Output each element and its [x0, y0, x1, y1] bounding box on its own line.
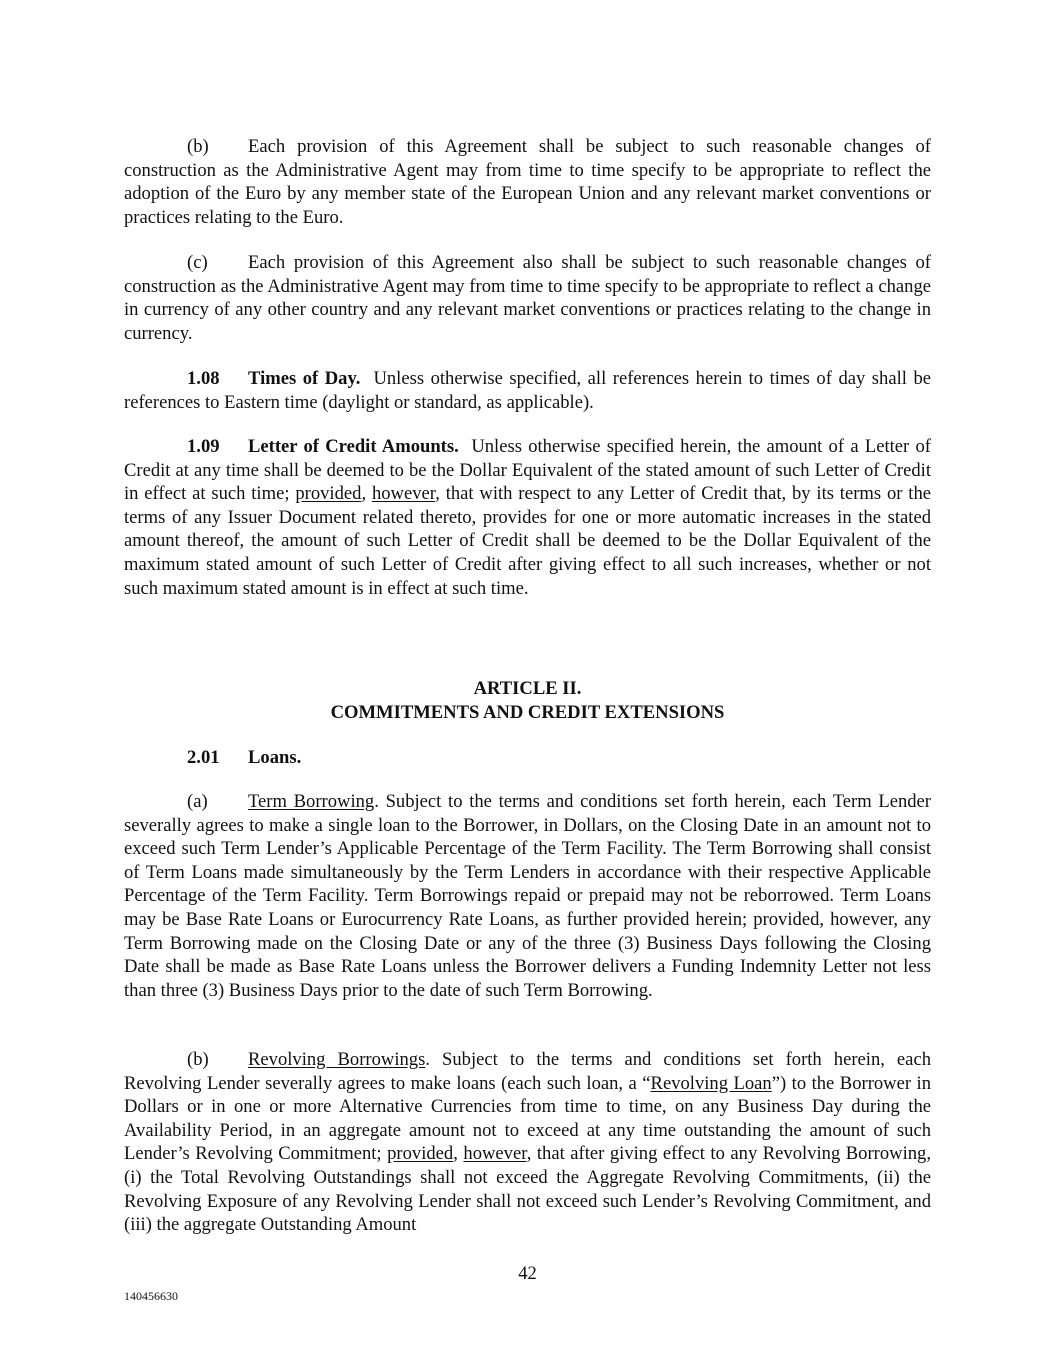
section-title: Times of Day. — [248, 368, 361, 389]
comma: , — [361, 483, 367, 505]
paragraph-1-07-b — [124, 135, 931, 229]
section-2-01-heading — [187, 746, 301, 770]
clause-text: Each provision of this Agreement also shall be subject to such reasonable changes of construction as the Administrative Agent may from time to time specify to be appropriate to reflect a change in currency of any other country and any relevant market conventions or practices relating to the change in currency. — [124, 252, 931, 344]
section-2-01-a — [124, 790, 931, 1002]
article-number: ARTICLE II. — [473, 678, 582, 699]
clause-text: . Subject to the terms and conditions set forth herein, each Revolving Lender severally agrees to make loans (each such loan, a “ — [124, 1049, 931, 1094]
clause-label: (b) — [187, 1049, 209, 1070]
clause-label: (b) — [187, 136, 209, 157]
provided-term: provided — [295, 483, 362, 505]
paragraph-1-07-c — [124, 251, 931, 345]
clause-label: (a) — [187, 791, 208, 812]
section-title: Letter of Credit Amounts. — [248, 436, 459, 457]
clause-text: . Subject to the terms and conditions set forth herein, each Term Lender severally agrees to make a single loan to the Borrower, in Dollars, on the Closing Date in an amount not to exceed such Term Lender’s Applicable Percentage of the Term Facility. The Term Borrowing shall consist of Term Loans made simultaneously by the Term Lenders in accordance with their respective Applicable Percentage of the Term Facility. Term Borrowings repaid or prepaid may not be reborrowed. Term Loans may be Base Rate Loans or Eurocurrency Rate Loans, as further provided herein; provided, however, any Term Borrowing made on the Closing Date or any of the three (3) Business Days following the Closing Date shall be made as Base Rate Loans unless the Borrower delivers a Funding Indemnity Letter not less than three (3) Business Days prior to the date of such Term Borrowing. — [124, 791, 931, 1001]
section-1-08 — [124, 367, 931, 414]
section-text: Unless otherwise specified herein, the amount of a Letter of Credit at any time shall be deemed to be the Dollar Equivalent of the stated amount of such Letter of Credit in effect at such time; — [124, 436, 931, 505]
provided-term: provided — [387, 1143, 454, 1165]
section-text: Unless otherwise specified, all references herein to times of day shall be references to Eastern time (daylight or standard, as applicable). — [124, 368, 931, 413]
section-number: 2.01 — [187, 747, 220, 768]
comma: , — [453, 1143, 458, 1165]
clause-text-3: , that after giving effect to any Revolving Borrowing, (i) the Total Revolving Outstandings shall not exceed the Aggregate Revolving Commitments, (ii) the Revolving Exposure of any Revolving Lender shall not exceed such Lender’s Revolving Commitment, and (iii) the aggregate Outstanding Amount — [124, 1143, 931, 1236]
defined-term-revolving-loan: Revolving Loan — [650, 1072, 772, 1094]
section-number: 1.09 — [187, 436, 220, 457]
clause-text: Each provision of this Agreement shall be subject to such reasonable changes of construction as the Administrative Agent may from time to time specify to be appropriate to reflect the adoption of the Euro by any member state of the European Union and any relevant market conventions or practices relating to the Euro. — [124, 136, 931, 228]
document-id: 140456630 — [124, 1289, 178, 1303]
article-title: COMMITMENTS AND CREDIT EXTENSIONS — [330, 702, 725, 723]
page-number: 42 — [518, 1263, 537, 1284]
section-text-cont: , that with respect to any Letter of Credit that, by its terms or the terms of any Issuer Document related thereto, provides for one or more automatic increases in the stated amount thereof, the amount of such Letter of Credit shall be deemed to be the Dollar Equivalent of the maximum stated amount of such Letter of Credit after giving effect to all such increases, whether or not such maximum stated amount is in effect at such time. — [124, 483, 931, 599]
section-1-09 — [124, 435, 931, 600]
however-term: however — [463, 1143, 527, 1165]
clause-label: (c) — [187, 252, 208, 273]
clause-text-2: ”) to the Borrower in Dollars or in one or more Alternative Currencies from time to time, on any Business Day during the Availability Period, in an aggregate amount not to exceed at any time outstanding the amount of such Lender’s Revolving Commitment; — [124, 1072, 932, 1165]
defined-term-revolving-borrowings: Revolving Borrowings — [248, 1049, 426, 1070]
defined-term-term-borrowing: Term Borrowing — [248, 791, 375, 812]
section-2-01-b — [124, 1048, 931, 1237]
section-title: Loans. — [248, 747, 302, 768]
section-number: 1.08 — [187, 368, 220, 389]
however-term: however — [371, 483, 436, 505]
